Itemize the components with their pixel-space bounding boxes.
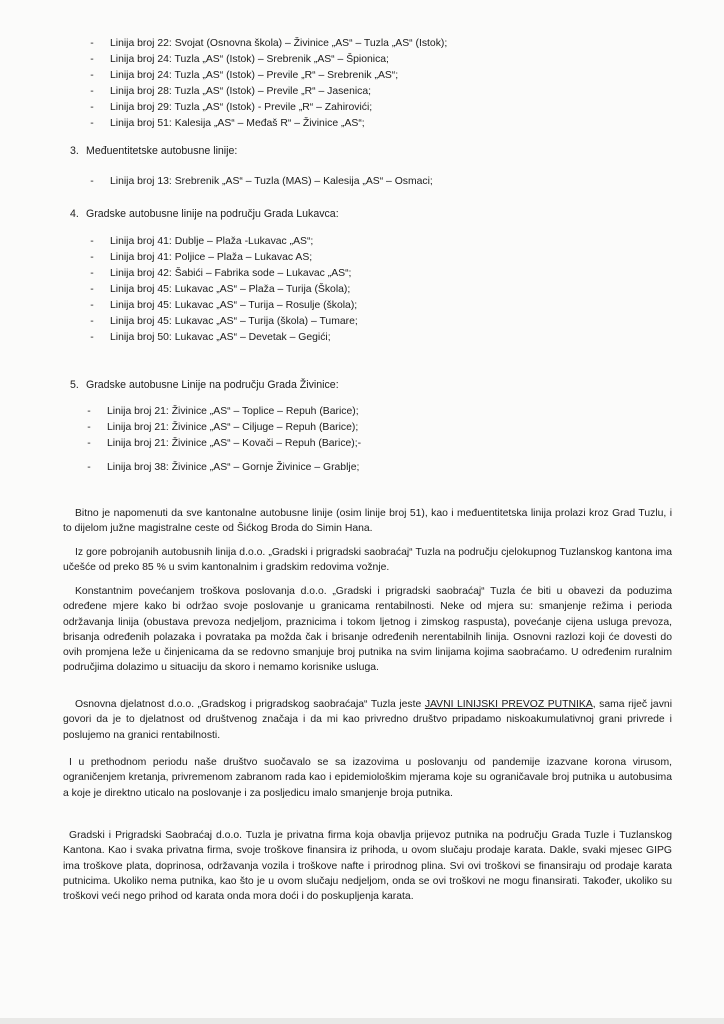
- scan-edge: [0, 1018, 724, 1024]
- list-item: - Linija broj 13: Srebrenik „AS“ – Tuzla (MAS) – Kalesija „AS“ – Osmaci;: [90, 176, 433, 187]
- underlined-phrase: JAVNI LINIJSKI PREVOZ PUTNIKA: [424, 699, 593, 710]
- section-number: 3.: [70, 145, 79, 157]
- list-item: - Linija broj 41: Dublje – Plaža -Lukavac „AS“;: [90, 236, 314, 247]
- list-item: - Linija broj 29: Tuzla „AS“ (Istok) - Previle „R“ – Zahirovići;: [90, 102, 373, 113]
- paragraph-4: Osnovna djelatnost d.o.o. „Gradskog i prigradskog saobraćaja“ Tuzla jeste JAVNI LINIJSKI PREVOZ PUTNIKA, sama riječ javni govori da je to djelatnost od društvenog značaja i da mi kao privredno društvo pripadamo niskoakumulativnoj grani privrede i poslujemo na granici rentabilnosti.: [63, 699, 672, 741]
- section-number: 4.: [70, 208, 79, 220]
- list-item: - Linija broj 28: Tuzla „AS“ (Istok) – Previle „R“ – Jasenica;: [90, 86, 372, 97]
- paragraph-5: I u prethodnom periodu naše društvo suočavalo se sa izazovima u poslovanju od pandemije izazvane korona virusom, ograničenjem kretanja, privremenom zabranom rada kao i epidemiološkim mjerama koje su ograničavale broj putnika u autobusima a koje je direktno uticalo na poslovanje i za posljedicu imalo smanjenje broja putnika.: [63, 757, 672, 799]
- list-item: - Linija broj 24: Tuzla „AS“ (Istok) – Srebrenik „AS“ – Špionica;: [90, 54, 389, 65]
- list-item: - Linija broj 21: Živinice „AS“ – Kovači – Repuh (Barice);-: [87, 438, 362, 449]
- section-heading-3: [70, 144, 237, 158]
- list-item: - Linija broj 41: Poljice – Plaža – Lukavac AS;: [90, 252, 313, 263]
- list-item: - Linija broj 22: Svojat (Osnovna škola) – Živinice „AS“ – Tuzla „AS“ (Istok);: [90, 38, 448, 49]
- list-item: - Linija broj 45: Lukavac „AS“ – Turija – Rosulje (škola);: [90, 300, 358, 311]
- paragraph-1: Bitno je napomenuti da sve kantonalne autobusne linije (osim linije broj 51), kao i međuentitetska linija prolazi kroz Grad Tuzlu, i to dijelom južne magistralne ceste od Šićkog Broda do Simin Hana.: [63, 508, 672, 535]
- list-item: - Linija broj 42: Šabići – Fabrika sode – Lukavac „AS“;: [90, 268, 352, 279]
- section-title: Gradske autobusne Linije na području Grada Živinice:: [86, 379, 339, 391]
- zivinice-lines-list-extra: [0, 460, 724, 476]
- list-item: - Linija broj 45: Lukavac „AS“ – Plaža – Turija (Škola);: [90, 284, 351, 295]
- cantonal-lines-list: [0, 36, 724, 132]
- section-heading-5: [70, 378, 339, 392]
- list-item: - Linija broj 24: Tuzla „AS“ (Istok) – Previle „R“ – Srebrenik „AS“;: [90, 70, 399, 81]
- list-item: - Linija broj 38: Živinice „AS“ – Gornje Živinice – Grablje;: [87, 462, 360, 473]
- list-item: - Linija broj 45: Lukavac „AS“ – Turija (škola) – Tumare;: [90, 316, 358, 327]
- section-heading-4: [70, 207, 339, 221]
- lukavac-lines-list: [0, 234, 724, 346]
- list-item: - Linija broj 50: Lukavac „AS“ – Devetak – Gegići;: [90, 332, 331, 343]
- zivinice-lines-list: [0, 404, 724, 452]
- paragraph-6: Gradski i Prigradski Saobraćaj d.o.o. Tuzla je privatna firma koja obavlja prijevoz putnika na području Grada Tuzle i Tuzlanskog Kantona. Kao i svaka privatna firma, svoje troškove finansira iz prihoda, u ovom slučaju prodaje karata. Dakle, svaki mjesec GIPG ima troškove plata, doprinosa, održavanja vozila i troškove nafte i prirodnog plina. Svi ovi troškovi se finansiraju od prodaje karata putnicima. Ukoliko nema putnika, kao što je u ovom slučaju nedjeljom, onda se ovi troškovi ne mogu finansirati. Također, ukoliko su troškovi veći nego prihod od karata onda mora doći i do poskupljenja karata.: [63, 830, 672, 903]
- list-item: - Linija broj 21: Živinice „AS“ – Ciljuge – Repuh (Barice);: [87, 422, 359, 433]
- list-item: - Linija broj 51: Kalesija „AS“ – Međaš R“ – Živinice „AS“;: [90, 118, 365, 129]
- paragraph-3: Konstantnim povećanjem troškova poslovanja d.o.o. „Gradski i prigradski saobraćaj“ Tuzla će biti u obavezi da poduzima određene mjere kako bi održao svoje poslovanje u granicama rentabilnosti. Neke od mjera su: smanjenje režima i perioda održavanja linija (obustava prevoza nedjeljom, praznicima i tokom ljetnog i zimskog raspusta), povećanje cijena usluga prevoza, brisanja određenih polazaka i povrataka pa možda čak i brisanje određenih nerentabilnih linija. Osnovni razlozi koji će dovesti do ovih promjena leže u činjenicama da se redovno smanjuje broj putnika na svim linijama kojima saobraćamo. U određenim ruralnim područjima dolazimo u situaciju da skoro i nemamo korisnike usluga.: [63, 586, 672, 674]
- paragraph-2: Iz gore pobrojanih autobusnih linija d.o.o. „Gradski i prigradski saobraćaj“ Tuzla na području cjelokupnog Tuzlanskog kantona ima učešće od preko 85 % u svim kantonalnim i gradskim redovima vožnje.: [63, 547, 672, 574]
- section-number: 5.: [70, 379, 79, 391]
- section-title: Gradske autobusne linije na području Grada Lukavca:: [86, 208, 339, 220]
- interentity-lines-list: [0, 174, 724, 190]
- section-title: Međuentitetske autobusne linije:: [86, 145, 238, 157]
- list-item: - Linija broj 21: Živinice „AS“ – Toplice – Repuh (Barice);: [87, 406, 359, 417]
